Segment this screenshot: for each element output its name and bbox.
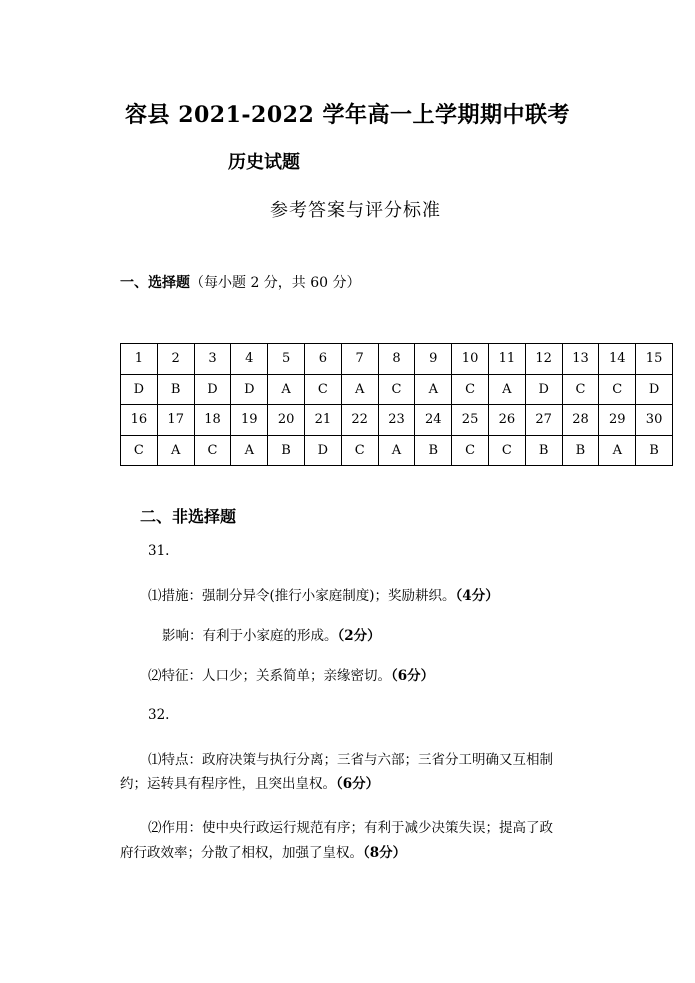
q31-part2 xyxy=(148,664,434,684)
q32-part2-line1: ⑵作用：使中央行政运行规范有序；有利于减少决策失误；提高了政 xyxy=(148,820,553,836)
answer-cell: B xyxy=(415,435,452,466)
answer-cell: C xyxy=(341,435,378,466)
answer-cell: D xyxy=(194,374,231,405)
question-number-cell: 9 xyxy=(415,344,452,375)
answer-cell: B xyxy=(562,435,599,466)
answer-cell: B xyxy=(268,435,305,466)
question-number-cell: 17 xyxy=(157,405,194,436)
q32-part2-line2 xyxy=(120,841,406,861)
question-number-cell: 29 xyxy=(599,405,636,436)
question-number-row xyxy=(121,344,673,375)
question-number-cell: 23 xyxy=(378,405,415,436)
question-number-cell: 14 xyxy=(599,344,636,375)
question-number-cell: 10 xyxy=(452,344,489,375)
question-number-cell: 7 xyxy=(341,344,378,375)
answer-cell: A xyxy=(268,374,305,405)
question-number-cell: 1 xyxy=(121,344,158,375)
question-number-cell: 13 xyxy=(562,344,599,375)
answer-cell: A xyxy=(341,374,378,405)
question-number-cell: 27 xyxy=(525,405,562,436)
question-number-cell: 4 xyxy=(231,344,268,375)
answer-cell: C xyxy=(304,374,341,405)
question-number-cell: 6 xyxy=(304,344,341,375)
question-number-cell: 24 xyxy=(415,405,452,436)
answer-cell: C xyxy=(562,374,599,405)
q32-part2-text: 府行政效率；分散了相权，加强了皇权。 xyxy=(120,845,363,861)
q32-part1-line1: ⑴特点：政府决策与执行分离；三省与六部；三省分工明确又互相制 xyxy=(148,752,553,768)
answer-cell: C xyxy=(488,435,525,466)
answer-cell: A xyxy=(415,374,452,405)
q32-number: 32. xyxy=(148,707,170,723)
section2-heading: 二、非选择题 xyxy=(140,507,237,526)
q31-part1-text: ⑴措施：强制分异令(推行小家庭制度)；奖励耕织。 xyxy=(148,588,456,604)
answer-cell: B xyxy=(157,374,194,405)
q31-part2-score: （6分） xyxy=(391,668,435,684)
q31-part1-effect xyxy=(162,624,381,644)
q31-effect-text: 影响：有利于小家庭的形成。 xyxy=(162,628,338,644)
question-number-cell: 18 xyxy=(194,405,231,436)
q31-effect-score: （2分） xyxy=(337,628,381,644)
question-number-cell: 30 xyxy=(636,405,673,436)
question-number-cell: 8 xyxy=(378,344,415,375)
q32-part1-line2 xyxy=(120,772,379,792)
subject-title: 历史试题 xyxy=(228,152,300,173)
answer-cell: B xyxy=(525,435,562,466)
section1-title: 一、选择题 xyxy=(120,275,190,291)
section1-note: （每小题 2 分，共 60 分） xyxy=(190,275,361,291)
answer-cell: D xyxy=(121,374,158,405)
answer-cell: D xyxy=(525,374,562,405)
answer-cell: B xyxy=(636,435,673,466)
q32-part1-score: （6分） xyxy=(336,776,380,792)
answer-row xyxy=(121,374,673,405)
question-number-cell: 15 xyxy=(636,344,673,375)
answer-cell: C xyxy=(599,374,636,405)
question-number-cell: 21 xyxy=(304,405,341,436)
q31-part1 xyxy=(148,584,499,604)
question-number-cell: 22 xyxy=(341,405,378,436)
answer-row xyxy=(121,435,673,466)
answer-cell: A xyxy=(157,435,194,466)
question-number-cell: 2 xyxy=(157,344,194,375)
question-number-cell: 25 xyxy=(452,405,489,436)
answer-table xyxy=(120,343,673,466)
q31-number: 31. xyxy=(148,543,170,559)
q31-part1-score: （4分） xyxy=(455,588,499,604)
answer-cell: C xyxy=(121,435,158,466)
question-number-cell: 26 xyxy=(488,405,525,436)
answer-cell: A xyxy=(488,374,525,405)
question-number-cell: 3 xyxy=(194,344,231,375)
answer-cell: D xyxy=(636,374,673,405)
question-number-row xyxy=(121,405,673,436)
q32-part1-text: 约；运转具有程序性，且突出皇权。 xyxy=(120,776,336,792)
question-number-cell: 5 xyxy=(268,344,305,375)
question-number-cell: 20 xyxy=(268,405,305,436)
answer-cell: D xyxy=(304,435,341,466)
q31-part2-text: ⑵特征：人口少；关系简单；亲缘密切。 xyxy=(148,668,391,684)
answer-cell: C xyxy=(194,435,231,466)
answer-cell: C xyxy=(452,374,489,405)
answer-cell: A xyxy=(231,435,268,466)
answer-key-subtitle: 参考答案与评分标准 xyxy=(270,200,441,221)
page-title: 容县 2021-2022 学年高一上学期期中联考 xyxy=(125,102,570,128)
answer-cell: C xyxy=(378,374,415,405)
question-number-cell: 28 xyxy=(562,405,599,436)
answer-cell: A xyxy=(378,435,415,466)
question-number-cell: 11 xyxy=(488,344,525,375)
answer-cell: D xyxy=(231,374,268,405)
answer-cell: A xyxy=(599,435,636,466)
q32-part2-score: （8分） xyxy=(363,845,407,861)
question-number-cell: 12 xyxy=(525,344,562,375)
answer-cell: C xyxy=(452,435,489,466)
section1-heading xyxy=(120,272,361,292)
question-number-cell: 19 xyxy=(231,405,268,436)
question-number-cell: 16 xyxy=(121,405,158,436)
